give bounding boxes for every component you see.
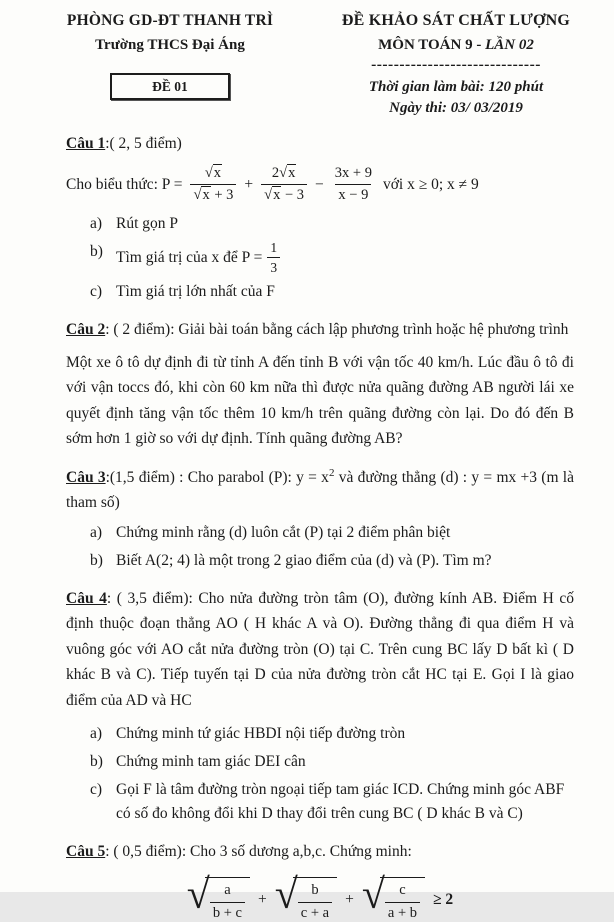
school-name: Trường THCS Đại Áng — [95, 37, 245, 53]
item-marker: a) — [90, 214, 103, 232]
question-3 — [66, 465, 574, 573]
fraction-3 — [332, 165, 375, 205]
question-5 — [66, 839, 574, 922]
item-text: Gọi F là tâm đường tròn ngoại tiếp tam giác ICD. Chứng minh góc ABF có số đo không đổi khi D thay đổi trên cung BC ( D khác B và C) — [116, 781, 565, 823]
inequality-tail: ≥ 2 — [433, 890, 454, 908]
list-item-b — [90, 750, 574, 774]
list-item-b — [90, 240, 574, 276]
question-5-formula — [66, 877, 574, 922]
plus-operator: + — [257, 890, 267, 908]
sqrt-radical: √ x — [193, 186, 210, 203]
list-item-a — [90, 722, 574, 746]
question-4 — [66, 586, 574, 827]
item-marker: b) — [90, 242, 103, 260]
exam-title: ĐỀ KHẢO SÁT CHẤT LƯỢNG — [341, 12, 571, 29]
question-3-items — [90, 521, 574, 573]
question-1 — [66, 131, 574, 304]
item-marker: b) — [90, 551, 103, 569]
question-2 — [66, 317, 574, 452]
question-3-heading — [66, 465, 574, 516]
question-3-text-continued: và đường thẳng (d) : y = mx +3 (m là tham số) — [66, 468, 574, 512]
fraction-3-denominator: x − 9 — [335, 184, 371, 204]
exam-date: Ngày thi: 03/ 03/2019 — [389, 100, 523, 116]
question-5-points: : ( 0,5 điểm): Cho 3 số dương a,b,c. Chứng minh: — [105, 843, 412, 861]
item-marker: c) — [90, 781, 103, 799]
list-item-a — [90, 212, 574, 236]
exponent: 2 — [328, 466, 335, 479]
question-2-body: Một xe ô tô dự định đi từ tỉnh A đến tỉnh B với vận tốc 40 km/h. Lúc đầu ô tô đi với vận toccs đó, khi còn 60 km nữa thì được nửa quãng đường AB người lái xe quyết định tăng vận tốc thêm 10 km/h trên quãng đường còn lại. Do đó đến B sớm hơn 1 giờ so với dự định. Tính quãng đường AB? — [66, 353, 574, 448]
big-radical-3: √ $\frac{c}{a + b}$ — [362, 877, 425, 922]
question-1-points: :( 2, 5 điểm) — [105, 135, 182, 152]
item-text: Chứng minh tứ giác HBDI nội tiếp đường tròn — [116, 725, 406, 743]
department-name: PHÒNG GD-ĐT THANH TRÌ — [66, 12, 274, 29]
dashed-divider: ------------------------------ — [371, 56, 541, 73]
item-text: Tìm giá trị lớn nhất của F — [116, 282, 275, 300]
question-4-text: : ( 3,5 điểm): Cho nửa đường tròn tâm (O), đường kính AB. Điểm H cố định thuộc đoạn thẳng AO ( H khác A và O). Đường thẳng đi qua điểm H và vuông góc với AO cắt nửa đường tròn (O) tại C. Trên cung BC lấy D bất kì ( D khác B và C). Tiếp tuyến tại D của nửa đường tròn cắt HC tại E. Gọi I là giao điểm của AD và HC — [66, 589, 574, 709]
fraction-2 — [261, 165, 307, 205]
item-text: Rút gọn P — [116, 214, 179, 232]
fraction-2-denominator: √ x − 3 — [261, 184, 307, 204]
sqrt-radical: √ x — [279, 164, 296, 181]
fraction-3-numerator: 3x + 9 — [334, 165, 372, 181]
exam-body — [0, 117, 614, 922]
question-1-heading — [66, 131, 574, 156]
item-marker: a) — [90, 725, 103, 743]
question-5-heading — [66, 839, 574, 864]
exam-duration: Thời gian làm bài: 120 phút — [368, 79, 544, 95]
question-4-label: Câu 4 — [66, 589, 107, 607]
round-number: LẦN 02 — [485, 37, 534, 53]
question-2-label: Câu 2 — [66, 320, 106, 338]
item-text: Biết A(2; 4) là một trong 2 giao điểm của (d) và (P). Tìm m? — [116, 551, 492, 569]
fraction-2-numerator: 2 √ x — [269, 165, 299, 184]
exam-header — [0, 10, 614, 117]
fraction-1-denominator: √ x + 3 — [190, 184, 236, 204]
question-3-label: Câu 3 — [66, 468, 106, 486]
plus-operator: + — [244, 175, 254, 193]
exam-subject — [320, 37, 592, 54]
fraction-one-third: $\frac{1}{3}$ — [267, 240, 280, 276]
question-3-text: :(1,5 điểm) : Cho parabol (P): y = x — [105, 468, 329, 486]
question-4-items — [90, 722, 574, 826]
question-2-heading — [66, 317, 574, 342]
item-marker: c) — [90, 282, 103, 300]
list-item-a — [90, 521, 574, 545]
formula-intro: Cho biểu thức: P = — [66, 175, 183, 193]
sqrt-radical: √ x — [205, 164, 222, 181]
plus-operator: + — [345, 890, 354, 908]
question-1-items — [90, 212, 574, 304]
big-radical-2: √ $\frac{b}{c + a}$ — [275, 877, 337, 922]
fraction-1 — [190, 165, 236, 205]
fraction-1-numerator — [202, 165, 225, 184]
header-left-block — [20, 12, 320, 117]
question-4-heading — [66, 586, 574, 714]
list-item-c — [90, 778, 574, 826]
list-item-b — [90, 549, 574, 573]
question-1-label: Câu 1 — [66, 135, 106, 152]
subject-text: MÔN TOÁN 9 - — [378, 37, 486, 53]
list-item-c — [90, 280, 574, 304]
minus-operator: − — [315, 175, 324, 193]
item-text: Chứng minh tam giác DEI cân — [116, 753, 306, 771]
question-5-label: Câu 5 — [66, 843, 106, 861]
domain-condition: với x ≥ 0; x ≠ 9 — [382, 175, 479, 193]
item-text: Tìm giá trị của x để P = $\frac{1}{3}$ — [116, 240, 574, 276]
item-marker: a) — [90, 523, 103, 541]
item-marker: b) — [90, 753, 103, 771]
big-radical-1: √ $\frac{a}{b + c}$ — [187, 877, 250, 922]
header-right-block — [320, 12, 606, 117]
question-2-points: : ( 2 điểm): Giải bài toán bằng cách lập phương trình hoặc hệ phương trình — [105, 320, 569, 338]
sqrt-radical: √ x — [264, 186, 281, 203]
item-text: Chứng minh rằng (d) luôn cắt (P) tại 2 điểm phân biệt — [116, 523, 451, 541]
question-1-formula — [66, 165, 574, 205]
exam-code-box: ĐỀ 01 — [110, 73, 230, 100]
